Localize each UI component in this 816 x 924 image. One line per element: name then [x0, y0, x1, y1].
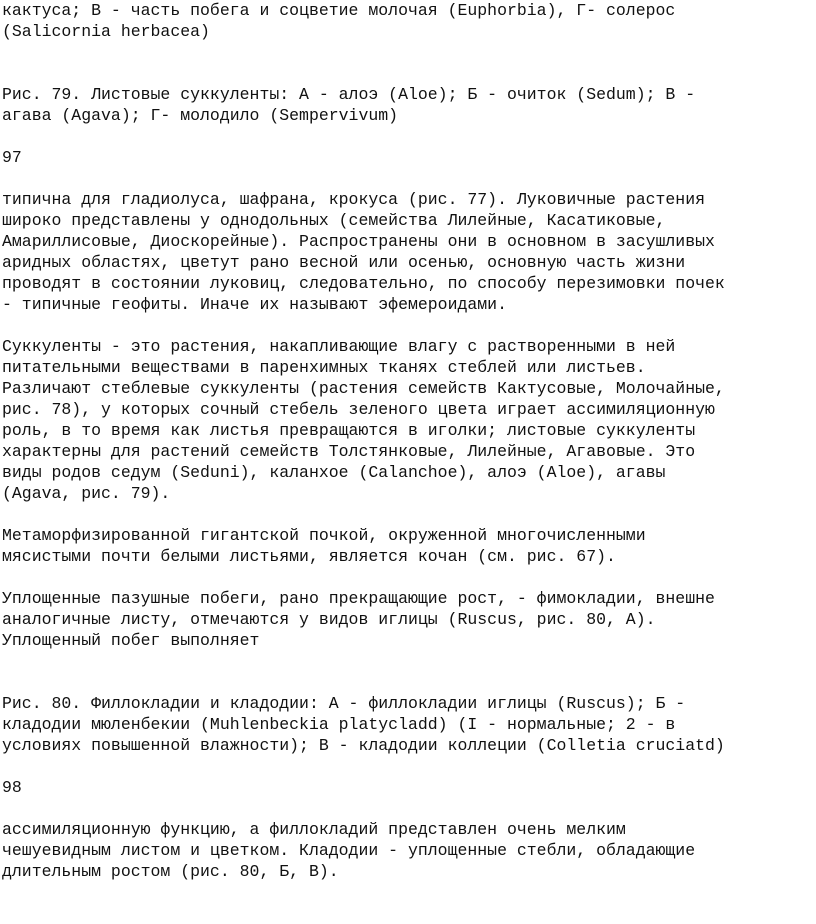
page-number-97 [2, 147, 814, 168]
text-line: агава (Agava); Г- молодило (Sempervivum) [2, 106, 399, 125]
text-line: кладодии мюленбекии (Muhlenbeckia platycladd) (I - нормальные; 2 - в [2, 715, 676, 734]
text-line: Различают стеблевые суккуленты (растения семейств Кактусовые, Молочайные, [2, 379, 725, 398]
caption-fig79 [2, 84, 814, 126]
text-line: мясистыми почти белыми листьями, является кочан (см. рис. 67). [2, 547, 616, 566]
text-line: условиях повышенной влажности); В - кладодии коллеции (Colletia cruciatd) [2, 736, 725, 755]
text-line: 97 [2, 148, 22, 167]
text-line: кактуса; В - часть побега и соцветие молочая (Euphorbia), Г- солерос [2, 1, 676, 20]
text-line: Уплощенный побег выполняет [2, 631, 260, 650]
text-line: Метаморфизированной гигантской почкой, окруженной многочисленными [2, 526, 646, 545]
text-line: типична для гладиолуса, шафрана, крокуса (рис. 77). Луковичные растения [2, 190, 706, 209]
page-number-98 [2, 777, 814, 798]
paragraph-bulbous-plants [2, 189, 814, 315]
text-line: Амариллисовые, Диоскорейные). Распространены они в основном в засушливых [2, 232, 715, 251]
text-line: аридных областях, цветут рано весной или осенью, основную часть жизни [2, 253, 686, 272]
text-line: характерны для растений семейств Толстянковые, Лилейные, Агавовые. Это [2, 442, 696, 461]
paragraph-cladodes [2, 819, 814, 882]
text-line: (Agava, рис. 79). [2, 484, 171, 503]
text-line: длительным ростом (рис. 80, Б, В). [2, 862, 339, 881]
text-line: Рис. 79. Листовые суккуленты: А - алоэ (Aloe); Б - очиток (Sedum); В - [2, 85, 696, 104]
text-line: Рис. 80. Филлокладии и кладодии: А - филлокладии иглицы (Ruscus); Б - [2, 694, 686, 713]
document-page [2, 0, 814, 882]
paragraph-succulents [2, 336, 814, 504]
text-line: питательными веществами в паренхимных тканях стеблей или листьев. [2, 358, 646, 377]
paragraph-cabbage-head [2, 525, 814, 567]
caption-fig78-continued [2, 0, 814, 42]
text-line: широко представлены у однодольных (семейства Лилейные, Касатиковые, [2, 211, 666, 230]
text-line: 98 [2, 778, 22, 797]
text-line: (Salicornia herbacea) [2, 22, 210, 41]
caption-fig80 [2, 693, 814, 756]
text-line: Уплощенные пазушные побеги, рано прекращающие рост, - фимокладии, внешне [2, 589, 715, 608]
text-line: рис. 78), у которых сочный стебель зеленого цвета играет ассимиляционную [2, 400, 715, 419]
text-line: аналогичные листу, отмечаются у видов иглицы (Ruscus, рис. 80, А). [2, 610, 656, 629]
text-line: Суккуленты - это растения, накапливающие влагу с растворенными в ней [2, 337, 676, 356]
paragraph-phylloclades [2, 588, 814, 651]
text-line: - типичные геофиты. Иначе их называют эфемероидами. [2, 295, 507, 314]
text-line: чешуевидным листом и цветком. Кладодии - уплощенные стебли, обладающие [2, 841, 696, 860]
text-line: виды родов седум (Seduni), каланхое (Calanchoe), алоэ (Aloe), агавы [2, 463, 666, 482]
text-line: роль, в то время как листья превращаются в иголки; листовые суккуленты [2, 421, 696, 440]
text-line: ассимиляционную функцию, а филлокладий представлен очень мелким [2, 820, 626, 839]
text-line: проводят в состоянии луковиц, следовательно, по способу перезимовки почек [2, 274, 725, 293]
